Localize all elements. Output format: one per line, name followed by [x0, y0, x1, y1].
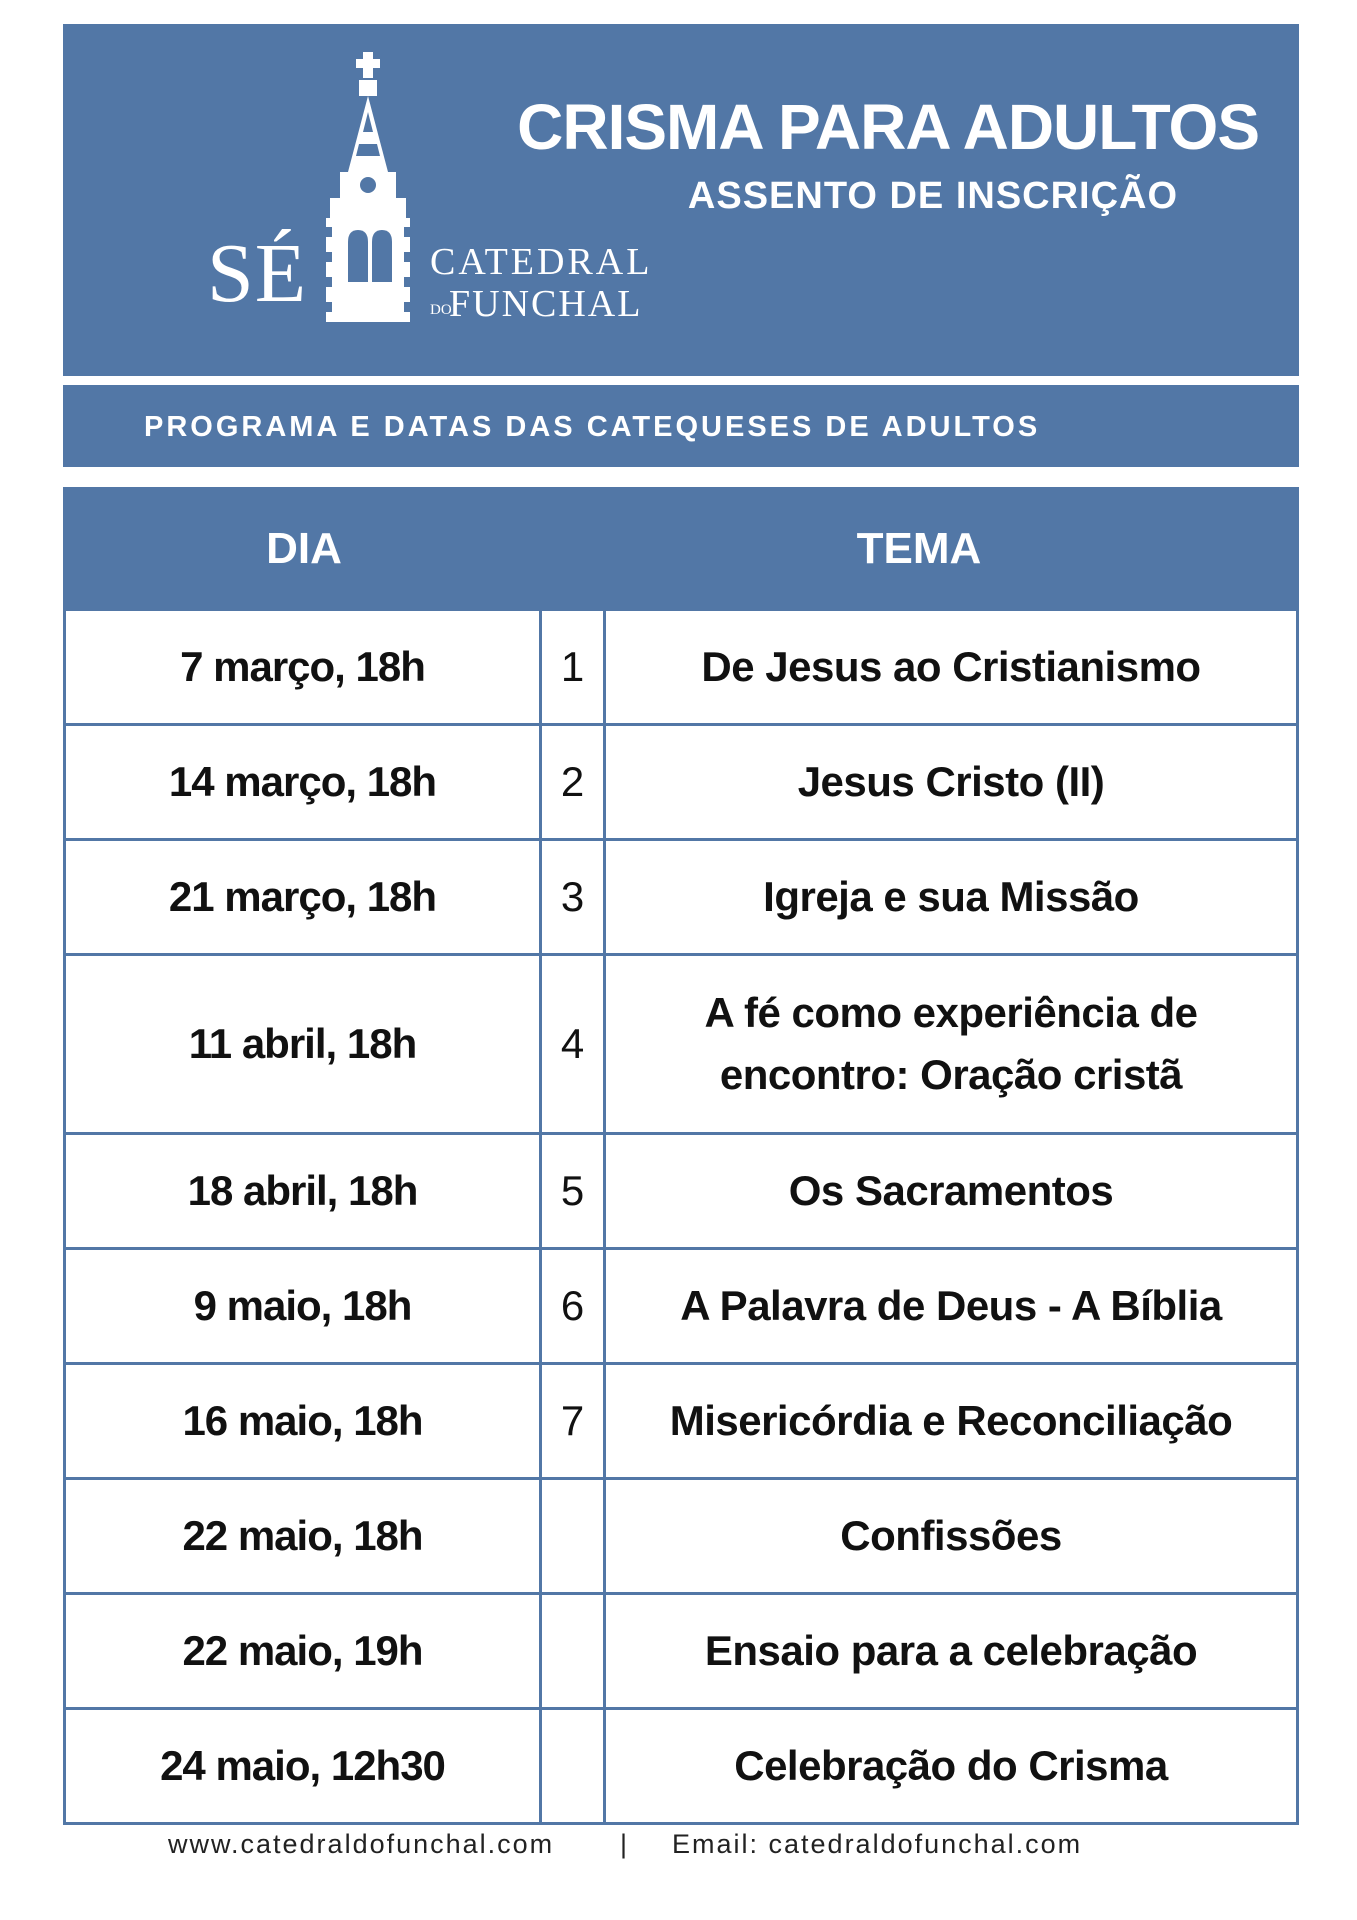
cell-dia: 22 maio, 18h — [66, 1480, 542, 1592]
cell-tema: A Palavra de Deus - A Bíblia — [680, 1282, 1222, 1329]
email-link[interactable]: Email: catedraldofunchal.com — [672, 1829, 1083, 1859]
logo-se-text: SÉ — [207, 227, 308, 320]
cell-num — [542, 1595, 606, 1707]
footer — [63, 1826, 1299, 1862]
cell-tema: A fé como experiência de encontro: Oração cristã — [704, 989, 1198, 1098]
cell-dia: 16 maio, 18h — [66, 1365, 542, 1477]
cathedral-tower-icon — [318, 52, 418, 322]
footer-separator: | — [620, 1829, 630, 1859]
section-title: PROGRAMA E DATAS DAS CATEQUESES DE ADULTOS — [144, 411, 1041, 443]
table-row — [66, 1132, 1296, 1247]
logo-funchal-text: FUNCHAL — [449, 283, 643, 325]
table-row — [66, 723, 1296, 838]
cell-tema: Jesus Cristo (II) — [797, 758, 1105, 805]
cell-dia: 24 maio, 12h30 — [66, 1710, 542, 1822]
header-banner — [63, 24, 1299, 376]
page-subtitle: ASSENTO DE INSCRIÇÃO — [687, 175, 1179, 217]
page-title: CRISMA PARA ADULTOS — [517, 91, 1259, 163]
table-row — [66, 953, 1296, 1132]
cell-num: 4 — [542, 956, 606, 1132]
cathedral-logo — [143, 52, 653, 332]
header-dia: DIA — [266, 524, 342, 573]
cell-dia: 7 março, 18h — [66, 611, 542, 723]
cell-dia: 21 março, 18h — [66, 841, 542, 953]
table-row — [66, 1477, 1296, 1592]
cell-num: 1 — [542, 611, 606, 723]
cell-tema: De Jesus ao Cristianismo — [701, 643, 1201, 690]
header-tema: TEMA — [856, 524, 982, 573]
cell-num: 3 — [542, 841, 606, 953]
cell-tema: Confissões — [840, 1512, 1062, 1559]
cell-num — [542, 1480, 606, 1592]
logo-do-text: DO — [430, 302, 452, 318]
section-banner — [63, 385, 1299, 467]
cell-num: 5 — [542, 1135, 606, 1247]
cell-dia: 18 abril, 18h — [66, 1135, 542, 1247]
cell-num: 2 — [542, 726, 606, 838]
cell-num — [542, 1710, 606, 1822]
website-link[interactable]: www.catedraldofunchal.com — [168, 1829, 555, 1859]
cell-dia: 14 março, 18h — [66, 726, 542, 838]
table-row — [66, 838, 1296, 953]
table-row — [66, 1362, 1296, 1477]
schedule-table — [63, 487, 1299, 1825]
table-row — [66, 608, 1296, 723]
cell-tema: Misericórdia e Reconciliação — [669, 1397, 1233, 1444]
cell-tema: Igreja e sua Missão — [763, 873, 1139, 920]
cell-num: 7 — [542, 1365, 606, 1477]
cell-num: 6 — [542, 1250, 606, 1362]
cell-tema: Ensaio para a celebração — [704, 1627, 1198, 1674]
table-row — [66, 1592, 1296, 1707]
cell-dia: 11 abril, 18h — [66, 956, 542, 1132]
cell-dia: 22 maio, 19h — [66, 1595, 542, 1707]
cell-dia: 9 maio, 18h — [66, 1250, 542, 1362]
table-header-row — [66, 490, 1296, 608]
table-row — [66, 1247, 1296, 1362]
cell-tema: Os Sacramentos — [788, 1167, 1114, 1214]
table-row — [66, 1707, 1296, 1822]
cell-tema: Celebração do Crisma — [734, 1742, 1168, 1789]
logo-catedral-text: CATEDRAL — [430, 241, 653, 283]
